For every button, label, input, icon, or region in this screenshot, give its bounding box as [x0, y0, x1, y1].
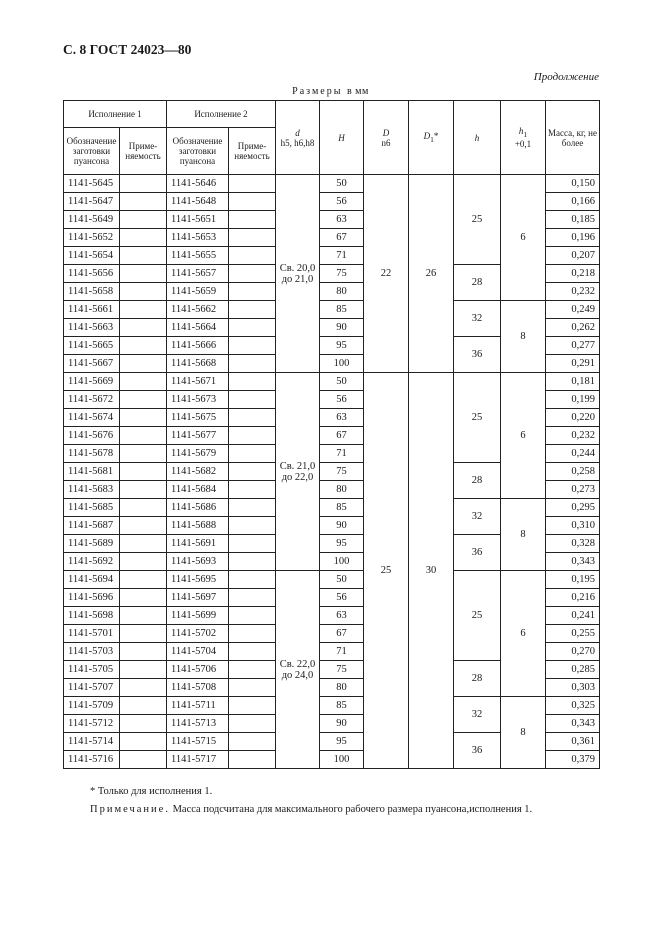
prim-isp1-cell — [120, 265, 167, 283]
prim-isp2-cell — [229, 283, 276, 301]
prim-isp2-cell — [229, 715, 276, 733]
mass-cell: 0,285 — [546, 661, 600, 679]
prim-isp1-cell — [120, 391, 167, 409]
prim-isp1-cell — [120, 427, 167, 445]
d-range-cell — [276, 571, 320, 769]
prim-isp1-cell — [120, 517, 167, 535]
prim-isp2-cell — [229, 265, 276, 283]
prim-isp2-cell — [229, 229, 276, 247]
d-range-to: до 22,0 — [281, 471, 314, 483]
prim-isp2-cell — [229, 661, 276, 679]
oboz-isp1-cell: 1141-5652 — [64, 229, 120, 247]
h1-cell: 8 — [501, 499, 546, 571]
D1-cell: 26 — [409, 175, 454, 373]
prim-isp2-cell — [229, 355, 276, 373]
oboz-isp2-cell: 1141-5671 — [167, 373, 229, 391]
mass-cell: 0,232 — [546, 427, 600, 445]
oboz-isp2-cell: 1141-5675 — [167, 409, 229, 427]
oboz-isp1-cell: 1141-5661 — [64, 301, 120, 319]
mass-cell: 0,255 — [546, 625, 600, 643]
oboz-isp2-cell: 1141-5704 — [167, 643, 229, 661]
prim-isp2-cell — [229, 589, 276, 607]
table-row — [64, 571, 600, 589]
prim-isp1-cell — [120, 643, 167, 661]
H-cell: 50 — [320, 175, 364, 193]
mass-cell: 0,361 — [546, 733, 600, 751]
mass-cell: 0,379 — [546, 751, 600, 769]
header-h1: $h_1$ +0,1 — [501, 101, 546, 175]
H-cell: 63 — [320, 607, 364, 625]
prim-isp2-cell — [229, 679, 276, 697]
oboz-isp1-cell: 1141-5667 — [64, 355, 120, 373]
H-cell: 75 — [320, 265, 364, 283]
mass-cell: 0,216 — [546, 589, 600, 607]
H-cell: 100 — [320, 553, 364, 571]
H-cell: 71 — [320, 643, 364, 661]
H-cell: 80 — [320, 481, 364, 499]
oboz-isp2-cell: 1141-5702 — [167, 625, 229, 643]
mass-cell: 0,328 — [546, 535, 600, 553]
oboz-isp1-cell: 1141-5712 — [64, 715, 120, 733]
oboz-isp2-cell: 1141-5699 — [167, 607, 229, 625]
note — [90, 804, 532, 815]
mass-cell: 0,244 — [546, 445, 600, 463]
prim-isp2-cell — [229, 625, 276, 643]
mass-cell: 0,220 — [546, 409, 600, 427]
oboz-isp1-cell: 1141-5707 — [64, 679, 120, 697]
H-cell: 63 — [320, 211, 364, 229]
oboz-isp1-cell: 1141-5656 — [64, 265, 120, 283]
d-range-to: до 24,0 — [281, 669, 314, 681]
prim-isp1-cell — [120, 553, 167, 571]
oboz-isp1-cell: 1141-5649 — [64, 211, 120, 229]
oboz-isp1-cell: 1141-5654 — [64, 247, 120, 265]
header-D1: $D_1*$ — [409, 101, 454, 175]
prim-isp1-cell — [120, 751, 167, 769]
oboz-isp1-cell: 1141-5692 — [64, 553, 120, 571]
H-cell: 56 — [320, 589, 364, 607]
h-cell: 32 — [454, 301, 501, 337]
d-range-cell — [276, 175, 320, 373]
H-cell: 80 — [320, 283, 364, 301]
oboz-isp1-cell: 1141-5669 — [64, 373, 120, 391]
h-cell: 32 — [454, 499, 501, 535]
mass-cell: 0,195 — [546, 571, 600, 589]
header-prim-2: Приме- няемость — [229, 128, 276, 175]
table-row — [64, 697, 600, 715]
mass-cell: 0,295 — [546, 499, 600, 517]
h1-cell: 6 — [501, 571, 546, 697]
h1-cell: 6 — [501, 373, 546, 499]
oboz-isp1-cell: 1141-5674 — [64, 409, 120, 427]
oboz-isp1-cell: 1141-5685 — [64, 499, 120, 517]
oboz-isp2-cell: 1141-5688 — [167, 517, 229, 535]
prim-isp2-cell — [229, 211, 276, 229]
prim-isp2-cell — [229, 751, 276, 769]
prim-isp1-cell — [120, 337, 167, 355]
note-label: Примечание. — [90, 804, 170, 815]
h-cell: 28 — [454, 265, 501, 301]
oboz-isp2-cell: 1141-5662 — [167, 301, 229, 319]
mass-cell: 0,291 — [546, 355, 600, 373]
mass-cell: 0,303 — [546, 679, 600, 697]
prim-isp1-cell — [120, 481, 167, 499]
prim-isp2-cell — [229, 535, 276, 553]
oboz-isp2-cell: 1141-5677 — [167, 427, 229, 445]
prim-isp1-cell — [120, 409, 167, 427]
oboz-isp1-cell: 1141-5647 — [64, 193, 120, 211]
table-row — [64, 499, 600, 517]
oboz-isp2-cell: 1141-5684 — [167, 481, 229, 499]
H-cell: 95 — [320, 337, 364, 355]
prim-isp2-cell — [229, 193, 276, 211]
dimensions-table — [63, 100, 600, 769]
oboz-isp2-cell: 1141-5648 — [167, 193, 229, 211]
prim-isp1-cell — [120, 229, 167, 247]
prim-isp1-cell — [120, 607, 167, 625]
H-cell: 95 — [320, 733, 364, 751]
oboz-isp1-cell: 1141-5694 — [64, 571, 120, 589]
prim-isp2-cell — [229, 391, 276, 409]
prim-isp2-cell — [229, 643, 276, 661]
h-cell: 25 — [454, 175, 501, 265]
prim-isp2-cell — [229, 733, 276, 751]
oboz-isp1-cell: 1141-5705 — [64, 661, 120, 679]
H-cell: 67 — [320, 229, 364, 247]
oboz-isp2-cell: 1141-5668 — [167, 355, 229, 373]
d-range-from: Св. 20,0 — [279, 262, 316, 274]
header-h: h — [454, 101, 501, 175]
oboz-isp2-cell: 1141-5706 — [167, 661, 229, 679]
oboz-isp2-cell: 1141-5695 — [167, 571, 229, 589]
note-text: Масса подсчитана для максимального рабочего размера пуансона,исполнения 1. — [172, 804, 533, 815]
oboz-isp1-cell: 1141-5645 — [64, 175, 120, 193]
oboz-isp1-cell: 1141-5703 — [64, 643, 120, 661]
page-header: С. 8 ГОСТ 24023—80 — [63, 42, 192, 57]
prim-isp1-cell — [120, 535, 167, 553]
h-cell: 25 — [454, 373, 501, 463]
prim-isp1-cell — [120, 373, 167, 391]
mass-cell: 0,218 — [546, 265, 600, 283]
oboz-isp2-cell: 1141-5717 — [167, 751, 229, 769]
H-cell: 75 — [320, 463, 364, 481]
header-oboz-1: Обозначение заготовки пуансона — [64, 128, 120, 175]
H-cell: 50 — [320, 373, 364, 391]
table-body — [64, 175, 600, 769]
header-d: d h5, h6,h8 — [276, 101, 320, 175]
header-prim-1: Приме- няемость — [120, 128, 167, 175]
mass-cell: 0,241 — [546, 607, 600, 625]
H-cell: 50 — [320, 571, 364, 589]
mass-cell: 0,310 — [546, 517, 600, 535]
prim-isp1-cell — [120, 697, 167, 715]
prim-isp2-cell — [229, 373, 276, 391]
prim-isp1-cell — [120, 499, 167, 517]
prim-isp2-cell — [229, 445, 276, 463]
oboz-isp1-cell: 1141-5689 — [64, 535, 120, 553]
oboz-isp2-cell: 1141-5666 — [167, 337, 229, 355]
oboz-isp1-cell: 1141-5665 — [64, 337, 120, 355]
header-ispolnenie-1: Исполнение 1 — [64, 101, 167, 128]
prim-isp1-cell — [120, 679, 167, 697]
mass-cell: 0,325 — [546, 697, 600, 715]
d-range-to: до 21,0 — [281, 273, 314, 285]
mass-cell: 0,343 — [546, 553, 600, 571]
h-cell: 28 — [454, 661, 501, 697]
mass-cell: 0,258 — [546, 463, 600, 481]
oboz-isp2-cell: 1141-5691 — [167, 535, 229, 553]
mass-cell: 0,185 — [546, 211, 600, 229]
oboz-isp2-cell: 1141-5653 — [167, 229, 229, 247]
D-cell: 22 — [364, 175, 409, 373]
D1-cell: 30 — [409, 373, 454, 769]
mass-cell: 0,196 — [546, 229, 600, 247]
H-cell: 71 — [320, 247, 364, 265]
H-cell: 63 — [320, 409, 364, 427]
oboz-isp1-cell: 1141-5687 — [64, 517, 120, 535]
d-range-from: Св. 22,0 — [279, 658, 316, 670]
oboz-isp2-cell: 1141-5679 — [167, 445, 229, 463]
oboz-isp1-cell: 1141-5698 — [64, 607, 120, 625]
prim-isp2-cell — [229, 571, 276, 589]
H-cell: 80 — [320, 679, 364, 697]
prim-isp2-cell — [229, 319, 276, 337]
H-cell: 67 — [320, 625, 364, 643]
oboz-isp1-cell: 1141-5676 — [64, 427, 120, 445]
mass-cell: 0,199 — [546, 391, 600, 409]
oboz-isp2-cell: 1141-5664 — [167, 319, 229, 337]
header-D: D n6 — [364, 101, 409, 175]
header-mass: Масса, кг, не более — [546, 101, 600, 175]
oboz-isp1-cell: 1141-5709 — [64, 697, 120, 715]
oboz-isp1-cell: 1141-5701 — [64, 625, 120, 643]
oboz-isp1-cell: 1141-5683 — [64, 481, 120, 499]
footnote: * Только для исполнения 1. — [90, 786, 213, 797]
oboz-isp1-cell: 1141-5672 — [64, 391, 120, 409]
prim-isp2-cell — [229, 301, 276, 319]
H-cell: 75 — [320, 661, 364, 679]
oboz-isp1-cell: 1141-5714 — [64, 733, 120, 751]
prim-isp1-cell — [120, 445, 167, 463]
H-cell: 95 — [320, 535, 364, 553]
prim-isp1-cell — [120, 301, 167, 319]
oboz-isp2-cell: 1141-5708 — [167, 679, 229, 697]
caption-unit: в мм — [346, 86, 369, 97]
prim-isp1-cell — [120, 571, 167, 589]
mass-cell: 0,262 — [546, 319, 600, 337]
table-row — [64, 373, 600, 391]
mass-cell: 0,273 — [546, 481, 600, 499]
H-cell: 90 — [320, 319, 364, 337]
prim-isp2-cell — [229, 427, 276, 445]
H-cell: 85 — [320, 697, 364, 715]
prim-isp1-cell — [120, 661, 167, 679]
prim-isp2-cell — [229, 517, 276, 535]
mass-cell: 0,343 — [546, 715, 600, 733]
dimensions-caption — [0, 86, 661, 97]
H-cell: 56 — [320, 391, 364, 409]
H-cell: 100 — [320, 751, 364, 769]
prim-isp1-cell — [120, 355, 167, 373]
prim-isp2-cell — [229, 697, 276, 715]
h-cell: 25 — [454, 571, 501, 661]
oboz-isp1-cell: 1141-5678 — [64, 445, 120, 463]
oboz-isp2-cell: 1141-5686 — [167, 499, 229, 517]
prim-isp1-cell — [120, 283, 167, 301]
prim-isp2-cell — [229, 499, 276, 517]
prim-isp1-cell — [120, 211, 167, 229]
h-cell: 36 — [454, 733, 501, 769]
h1-cell: 8 — [501, 301, 546, 373]
H-cell: 67 — [320, 427, 364, 445]
h-cell: 36 — [454, 535, 501, 571]
prim-isp2-cell — [229, 463, 276, 481]
H-cell: 71 — [320, 445, 364, 463]
prim-isp1-cell — [120, 175, 167, 193]
h1-cell: 8 — [501, 697, 546, 769]
prim-isp1-cell — [120, 193, 167, 211]
oboz-isp2-cell: 1141-5697 — [167, 589, 229, 607]
oboz-isp2-cell: 1141-5711 — [167, 697, 229, 715]
h1-cell: 6 — [501, 175, 546, 301]
mass-cell: 0,181 — [546, 373, 600, 391]
table-row — [64, 301, 600, 319]
table-row — [64, 175, 600, 193]
oboz-isp2-cell: 1141-5673 — [167, 391, 229, 409]
prim-isp1-cell — [120, 733, 167, 751]
header-H: H — [320, 101, 364, 175]
prim-isp2-cell — [229, 553, 276, 571]
mass-cell: 0,166 — [546, 193, 600, 211]
mass-cell: 0,150 — [546, 175, 600, 193]
prim-isp2-cell — [229, 607, 276, 625]
d-range-from: Св. 21,0 — [279, 460, 316, 472]
caption-prefix: Размеры — [292, 86, 343, 97]
oboz-isp1-cell: 1141-5663 — [64, 319, 120, 337]
oboz-isp1-cell: 1141-5658 — [64, 283, 120, 301]
D-cell: 25 — [364, 373, 409, 769]
oboz-isp2-cell: 1141-5655 — [167, 247, 229, 265]
mass-cell: 0,232 — [546, 283, 600, 301]
mass-cell: 0,249 — [546, 301, 600, 319]
H-cell: 85 — [320, 301, 364, 319]
oboz-isp1-cell: 1141-5696 — [64, 589, 120, 607]
H-cell: 90 — [320, 517, 364, 535]
prim-isp2-cell — [229, 247, 276, 265]
header-oboz-2: Обозначение заготовки пуансона — [167, 128, 229, 175]
prim-isp1-cell — [120, 715, 167, 733]
oboz-isp2-cell: 1141-5713 — [167, 715, 229, 733]
prim-isp1-cell — [120, 247, 167, 265]
H-cell: 85 — [320, 499, 364, 517]
H-cell: 100 — [320, 355, 364, 373]
oboz-isp2-cell: 1141-5693 — [167, 553, 229, 571]
mass-cell: 0,207 — [546, 247, 600, 265]
prim-isp2-cell — [229, 337, 276, 355]
oboz-isp2-cell: 1141-5715 — [167, 733, 229, 751]
prim-isp2-cell — [229, 409, 276, 427]
h-cell: 36 — [454, 337, 501, 373]
oboz-isp2-cell: 1141-5646 — [167, 175, 229, 193]
prim-isp2-cell — [229, 481, 276, 499]
prim-isp1-cell — [120, 589, 167, 607]
prim-isp1-cell — [120, 625, 167, 643]
prim-isp1-cell — [120, 319, 167, 337]
oboz-isp2-cell: 1141-5659 — [167, 283, 229, 301]
oboz-isp2-cell: 1141-5682 — [167, 463, 229, 481]
header-ispolnenie-2: Исполнение 2 — [167, 101, 276, 128]
mass-cell: 0,270 — [546, 643, 600, 661]
mass-cell: 0,277 — [546, 337, 600, 355]
prim-isp1-cell — [120, 463, 167, 481]
oboz-isp2-cell: 1141-5657 — [167, 265, 229, 283]
oboz-isp1-cell: 1141-5681 — [64, 463, 120, 481]
continuation-label: Продолжение — [533, 71, 599, 83]
H-cell: 90 — [320, 715, 364, 733]
oboz-isp1-cell: 1141-5716 — [64, 751, 120, 769]
h-cell: 32 — [454, 697, 501, 733]
H-cell: 56 — [320, 193, 364, 211]
d-range-cell — [276, 373, 320, 571]
prim-isp2-cell — [229, 175, 276, 193]
oboz-isp2-cell: 1141-5651 — [167, 211, 229, 229]
h-cell: 28 — [454, 463, 501, 499]
